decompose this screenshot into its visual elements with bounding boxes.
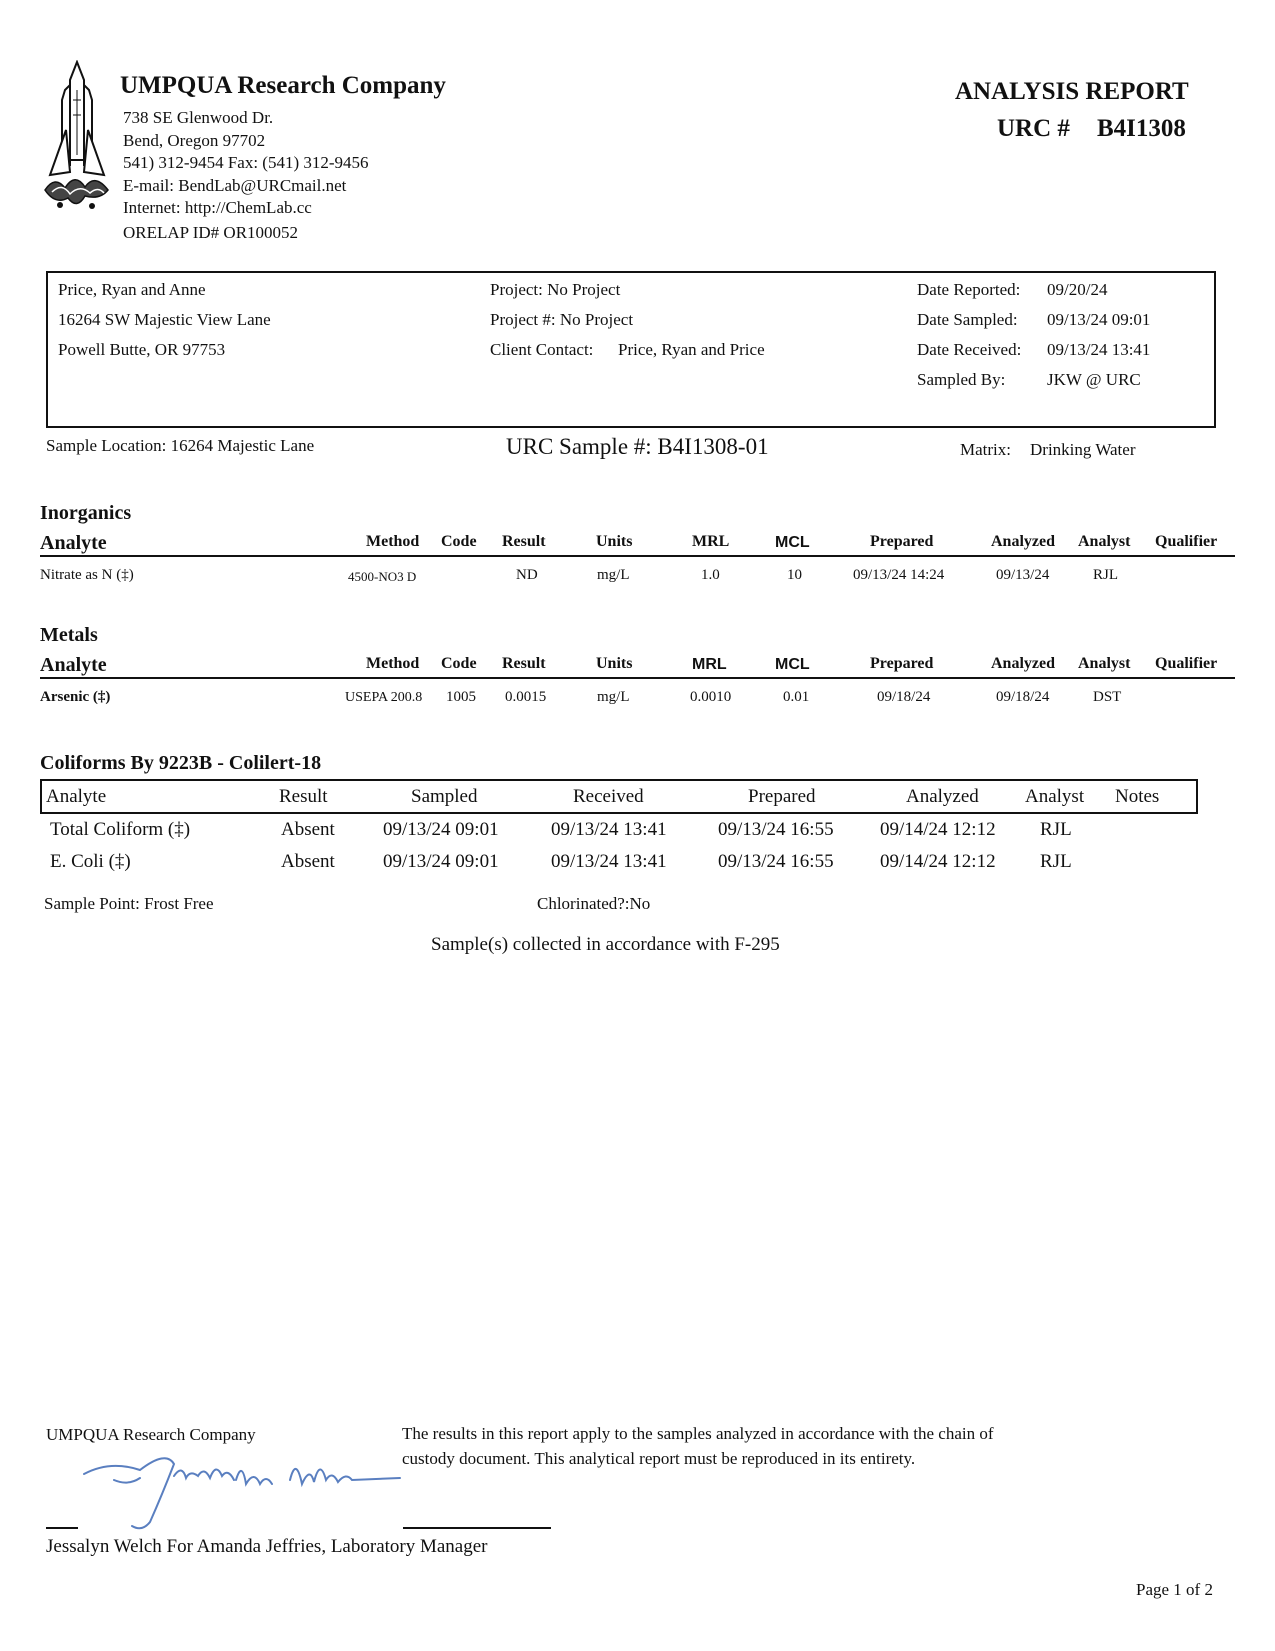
col-units: Units — [596, 655, 633, 672]
collection-note: Sample(s) collected in accordance with F-295 — [431, 934, 780, 955]
email[interactable]: E-mail: BendLab@URCmail.net — [123, 176, 347, 195]
page-number: Page 1 of 2 — [1136, 1580, 1213, 1599]
header-rule — [40, 555, 1235, 557]
metal-units: mg/L — [597, 689, 630, 705]
coli-row-analyte: Total Coliform (‡) — [50, 819, 191, 840]
phone-fax: 541) 312-9454 Fax: (541) 312-9456 — [123, 153, 369, 172]
col-analyte: Analyte — [40, 654, 107, 676]
col-analyte: Analyte — [40, 532, 107, 554]
inorg-units: mg/L — [597, 567, 630, 583]
urc-sample-number: URC Sample #: B4I1308-01 — [506, 434, 769, 459]
metal-code: 1005 — [446, 689, 476, 705]
metal-mrl: 0.0010 — [690, 689, 732, 705]
coli-row-received: 09/13/24 13:41 — [551, 851, 667, 872]
col-units: Units — [596, 533, 633, 550]
date-reported: 09/20/24 — [1047, 280, 1108, 299]
date-received: 09/13/24 13:41 — [1047, 340, 1151, 359]
sample-location: Sample Location: 16264 Majestic Lane — [46, 436, 315, 455]
col-analyst: Analyst — [1078, 655, 1131, 672]
coli-col-received: Received — [573, 786, 644, 807]
website[interactable]: Internet: http://ChemLab.cc — [123, 198, 312, 217]
project-number: Project #: No Project — [490, 310, 634, 329]
coli-col-analyzed: Analyzed — [906, 786, 979, 807]
coli-col-sampled: Sampled — [411, 786, 478, 807]
metals-title: Metals — [40, 624, 98, 646]
signature — [70, 1440, 410, 1535]
col-prepared: Prepared — [870, 655, 934, 672]
coli-col-notes: Notes — [1115, 786, 1160, 807]
report-title: ANALYSIS REPORT — [955, 78, 1189, 105]
coli-row-prepared: 09/13/24 16:55 — [718, 819, 834, 840]
coli-row-sampled: 09/13/24 09:01 — [383, 819, 499, 840]
matrix-label: Matrix: — [960, 440, 1011, 459]
inorg-mrl: 1.0 — [701, 567, 720, 583]
inorg-prepared: 09/13/24 14:24 — [853, 567, 945, 583]
coli-row-sampled: 09/13/24 09:01 — [383, 851, 499, 872]
col-method: Method — [366, 655, 420, 672]
col-code: Code — [441, 533, 477, 550]
coli-row-analyte: E. Coli (‡) — [50, 851, 131, 872]
metal-analyst: DST — [1093, 689, 1122, 705]
coli-col-result: Result — [279, 786, 328, 807]
signature-line — [403, 1527, 551, 1529]
address-line: 738 SE Glenwood Dr. — [123, 108, 274, 127]
col-mcl: MCL — [775, 656, 810, 673]
client-street: 16264 SW Majestic View Lane — [58, 310, 271, 329]
inorg-result: ND — [516, 567, 538, 583]
coli-col-analyte: Analyte — [46, 786, 107, 807]
date-sampled: 09/13/24 09:01 — [1047, 310, 1151, 329]
sample-point: Sample Point: Frost Free — [44, 894, 214, 913]
client-name: Price, Ryan and Anne — [58, 280, 206, 299]
date-received-label: Date Received: — [917, 340, 1022, 359]
inorg-mcl: 10 — [787, 567, 802, 583]
urc-label: URC # — [997, 115, 1070, 142]
signer-name: Jessalyn Welch For Amanda Jeffries, Laboratory Manager — [46, 1536, 488, 1557]
coli-col-analyst: Analyst — [1025, 786, 1085, 807]
col-method: Method — [366, 533, 420, 550]
signature-line — [46, 1527, 78, 1529]
address-line: Bend, Oregon 97702 — [123, 131, 266, 150]
inorganics-title: Inorganics — [40, 502, 132, 524]
orelap-id: ORELAP ID# OR100052 — [123, 223, 299, 242]
metal-prepared: 09/18/24 — [877, 689, 931, 705]
footer-company: UMPQUA Research Company — [46, 1425, 256, 1444]
date-reported-label: Date Reported: — [917, 280, 1021, 299]
client-city: Powell Butte, OR 97753 — [58, 340, 226, 359]
disclaimer-line-2: custody document. This analytical report must be reproduced in its entirety. — [402, 1449, 916, 1468]
col-prepared: Prepared — [870, 533, 934, 550]
coli-row-result: Absent — [281, 819, 335, 840]
metal-mcl: 0.01 — [783, 689, 810, 705]
coli-row-analyzed: 09/14/24 12:12 — [880, 851, 996, 872]
coliforms-title: Coliforms By 9223B - Colilert-18 — [40, 752, 322, 774]
coli-row-prepared: 09/13/24 16:55 — [718, 851, 834, 872]
disclaimer-line-1: The results in this report apply to the samples analyzed in accordance with the chain of — [402, 1424, 994, 1443]
inorg-analyte: Nitrate as N (‡) — [40, 567, 134, 583]
client-contact-label: Client Contact: — [490, 340, 594, 359]
inorg-method: 4500-NO3 D — [348, 569, 417, 584]
inorg-analyst: RJL — [1093, 567, 1119, 583]
header-rule — [40, 677, 1235, 679]
col-result: Result — [502, 655, 546, 672]
chlorinated: Chlorinated?:No — [537, 894, 651, 913]
urc-number: B4I1308 — [1097, 115, 1186, 142]
date-sampled-label: Date Sampled: — [917, 310, 1018, 329]
col-result: Result — [502, 533, 546, 550]
sampled-by-label: Sampled By: — [917, 370, 1006, 389]
col-analyzed: Analyzed — [991, 533, 1055, 550]
company-name: UMPQUA Research Company — [120, 72, 446, 99]
col-code: Code — [441, 655, 477, 672]
metal-analyzed: 09/18/24 — [996, 689, 1050, 705]
col-mrl: MRL — [692, 656, 727, 673]
col-mrl: MRL — [692, 533, 730, 550]
coli-row-analyst: RJL — [1040, 851, 1072, 872]
metal-method: USEPA 200.8 — [345, 690, 423, 705]
space-shuttle-icon — [40, 60, 115, 215]
coli-row-received: 09/13/24 13:41 — [551, 819, 667, 840]
col-qualifier: Qualifier — [1155, 655, 1218, 672]
matrix-value: Drinking Water — [1030, 440, 1136, 459]
coli-col-prepared: Prepared — [748, 786, 816, 807]
metal-analyte: Arsenic (‡) — [40, 689, 111, 705]
inorg-analyzed: 09/13/24 — [996, 567, 1050, 583]
col-analyzed: Analyzed — [991, 655, 1055, 672]
col-qualifier: Qualifier — [1155, 533, 1218, 550]
metal-result: 0.0015 — [505, 689, 547, 705]
coli-row-analyzed: 09/14/24 12:12 — [880, 819, 996, 840]
col-mcl: MCL — [775, 534, 810, 551]
project: Project: No Project — [490, 280, 621, 299]
col-analyst: Analyst — [1078, 533, 1131, 550]
coli-row-analyst: RJL — [1040, 819, 1072, 840]
coli-row-result: Absent — [281, 851, 335, 872]
client-contact-value: Price, Ryan and Price — [618, 340, 765, 359]
sampled-by: JKW @ URC — [1047, 370, 1141, 389]
